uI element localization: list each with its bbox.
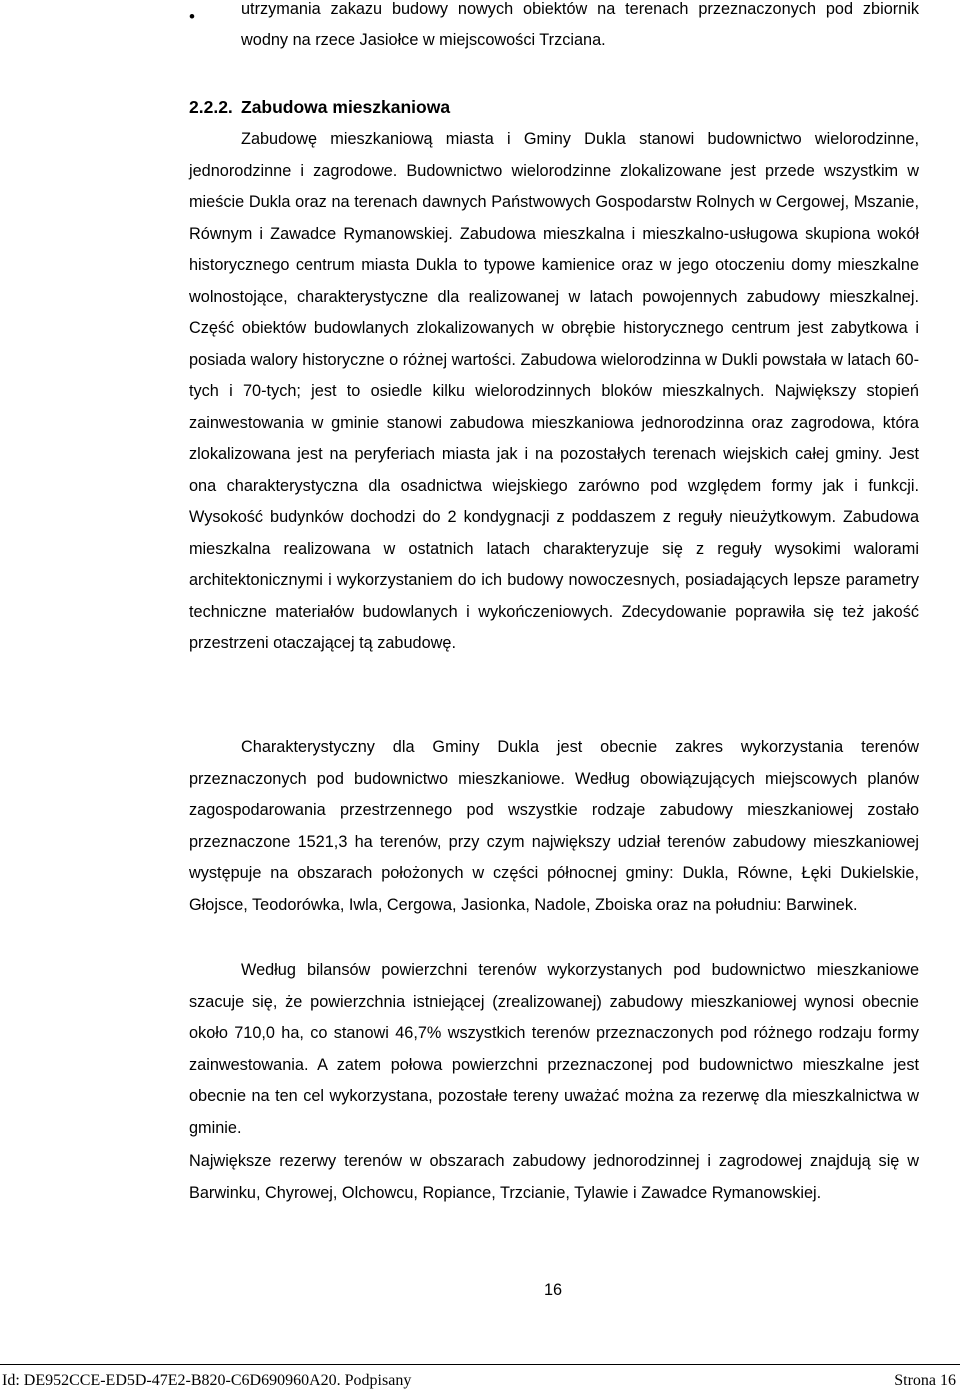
paragraph — [189, 732, 919, 921]
paragraph-text: Największe rezerwy terenów w obszarach zabudowy jednorodzinnej i zagrodowej znajdują się w Barwinku, Chyrowej, Olchowcu, Ropiance, Trzcianie, Tylawie i Zawadce Rymanowskiej. — [189, 1152, 919, 1202]
bullet-text: utrzymania zakazu budowy nowych obiektów na terenach przeznaczonych pod zbiornik wodny na rzece Jasiołce w miejscowości Trzciana. — [241, 0, 919, 49]
page-label: Strona 16 — [894, 1372, 956, 1389]
paragraph — [189, 955, 919, 1144]
paragraph-text: Zabudowę mieszkaniową miasta i Gminy Dukla stanowi budownictwo wielorodzinne, jednorodzinne i zagrodowe. Budownictwo wielorodzinne zlokalizowane jest przede wszystkim w mieście Dukla oraz na terenach dawnych Państwowych Gospodarstw Rolnych w Cergowej, Mszanie, Równym i Zawadce Rymanowskiej. Zabudowa mieszkalna i mieszkalno-usługowa skupiona wokół historycznego centrum miasta Dukla to typowe kamienice oraz w jego otoczeniu domy mieszkalne wolnostojące, charakterystyczne dla realizowanej w latach powojennych zabudowy mieszkalnej. Część obiektów budowlanych zlokalizowanych w obrębie historycznego centrum jest zabytkowa i posiada walory historyczne o różnej wartości. Zabudowa wielorodzinna w Dukli powstała w latach 60-tych i 70-tych; jest to osiedle kilku wielorodzinnych bloków mieszkalnych. Największy stopień zainwestowania w gminie stanowi zabudowa mieszkaniowa jednorodzinna oraz zagrodowa, która zlokalizowana jest na peryferiach miasta jak i na pozostałych terenach wiejskich całej gminy. Jest ona charakterystyczna dla osadnictwa wiejskiego zarówno pod względem formy jak i funkcji. Wysokość budynków dochodzi do 2 kondygnacji z poddaszem z reguły nieużytkowym. Zabudowa mieszkalna realizowana w ostatnich latach charakteryzuje się z reguły wysokimi walorami architektonicznymi i wykorzystaniem do ich budowy nowoczesnych, posiadających lepsze parametry techniczne materiałów budowlanych i wykończeniowych. Zdecydowanie poprawiła się też jakość przestrzeni otaczającej tą zabudowę. — [189, 130, 919, 652]
section-title: Zabudowa mieszkaniowa — [241, 97, 451, 117]
paragraph-text: Według bilansów powierzchni terenów wykorzystanych pod budownictwo mieszkaniowe szacuje się, że powierzchnia istniejącej (zrealizowanej) zabudowy mieszkaniowej wynosi obecnie około 710,0 ha, co stanowi 46,7% wszystkich terenów przeznaczonych pod różnego rodzaju formy zainwestowania. A zatem połowa powierzchni przeznaczonej pod budownictwo mieszkalne jest obecnie na ten cel wykorzystana, pozostałe tereny uważać można za rezerwę dla mieszkalnictwa w gminie. — [189, 961, 919, 1137]
paragraph — [189, 1146, 919, 1209]
footer-divider — [0, 1364, 960, 1365]
section-number: 2.2.2. — [189, 97, 233, 117]
paragraph — [189, 124, 919, 660]
page-number: 16 — [543, 1281, 563, 1299]
document-id: Id: DE952CCE-ED5D-47E2-B820-C6D690960A20. Podpisany — [2, 1372, 412, 1389]
bullet-icon: • — [189, 7, 195, 26]
section-heading — [189, 92, 450, 122]
paragraph-text: Charakterystyczny dla Gminy Dukla jest obecnie zakres wykorzystania terenów przeznaczonych pod budownictwo mieszkaniowe. Według obowiązujących miejscowych planów zagospodarowania przestrzennego pod wszystkie rodzaje zabudowy mieszkaniowej zostało przeznaczone 1521,3 ha terenów, przy czym największy udział terenów zabudowy mieszkaniowej występuje na obszarach położonych w części północnej gminy: Dukla, Równe, Łęki Dukielskie, Głojsce, Teodorówka, Iwla, Cergowa, Jasionka, Nadole, Zboiska oraz na południu: Barwinek. — [189, 738, 919, 914]
